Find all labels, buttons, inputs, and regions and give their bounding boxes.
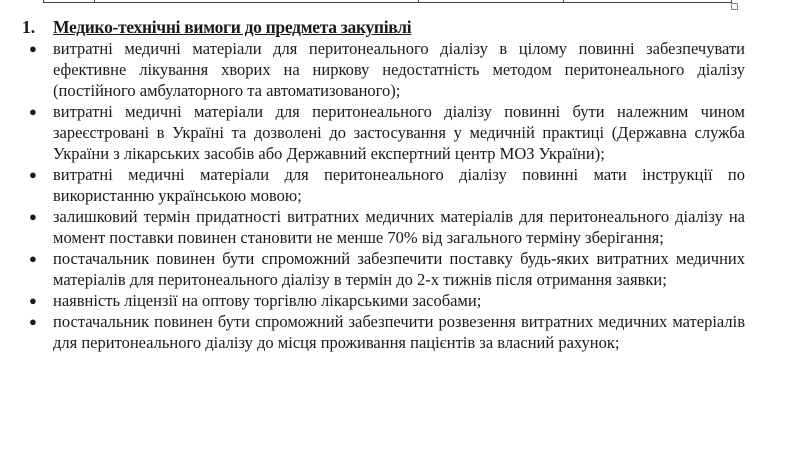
requirement-text: залишковий термін придатності витратних медичних матеріалів для перитонеального діалізу на момент поставки повинен становити не менше 70% від загального терміну зберігання; [53, 207, 745, 247]
section-heading [22, 16, 752, 38]
requirement-text: наявність ліцензії на оптову торгівлю лікарськими засобами; [53, 291, 482, 310]
section-number: 1. [22, 17, 36, 37]
section-title: Медико-технічні вимоги до предмета закупівлі [53, 17, 412, 37]
list-item [22, 290, 745, 311]
requirement-text: витратні медичні матеріали для перитонеального діалізу повинні бути належним чином зареєстровані в Україні та дозволені до застосування у медичній практиці (Державна служба України з лікарських засобів або Державний експертний центр МОЗ України); [53, 102, 745, 163]
list-item [22, 248, 745, 290]
table-column-divider [43, 0, 44, 3]
requirement-text: постачальник повинен бути спроможний забезпечити поставку будь-яких витратних медичних матеріалів для перитонеального діалізу в термін до 2-х тижнів після отримання заявки; [53, 249, 745, 289]
table-bottom-edge [0, 0, 800, 12]
bullet-icon: ● [29, 251, 37, 266]
requirement-text: постачальник повинен бути спроможний забезпечити розвезення витратних медичних матеріалів для перитонеального діалізу до місця проживання пацієнтів за власний рахунок; [53, 312, 745, 352]
requirements-list [22, 38, 752, 353]
list-item [22, 311, 745, 353]
table-border-bottom [43, 2, 732, 3]
list-item [22, 101, 745, 164]
table-column-divider [418, 0, 419, 3]
bullet-icon: ● [29, 167, 37, 182]
table-column-divider [563, 0, 564, 3]
requirement-text: витратні медичні матеріали для перитонеального діалізу в цілому повинні забезпечувати ефективне лікування хворих на ниркову недостатність методом перитонеального діалізу (постійного амбулаторного та автоматизованого); [53, 39, 745, 100]
list-item [22, 206, 745, 248]
requirement-text: витратні медичні матеріали для перитонеального діалізу повинні мати інструкції по використанню українською мовою; [53, 165, 745, 205]
bullet-icon: ● [29, 314, 37, 329]
bullet-icon: ● [29, 104, 37, 119]
list-item [22, 38, 745, 101]
table-column-divider [94, 0, 95, 3]
bullet-icon: ● [29, 293, 37, 308]
bullet-icon: ● [29, 41, 37, 56]
table-resize-handle[interactable] [731, 3, 738, 10]
list-item [22, 164, 745, 206]
requirements-section [22, 16, 752, 353]
bullet-icon: ● [29, 209, 37, 224]
